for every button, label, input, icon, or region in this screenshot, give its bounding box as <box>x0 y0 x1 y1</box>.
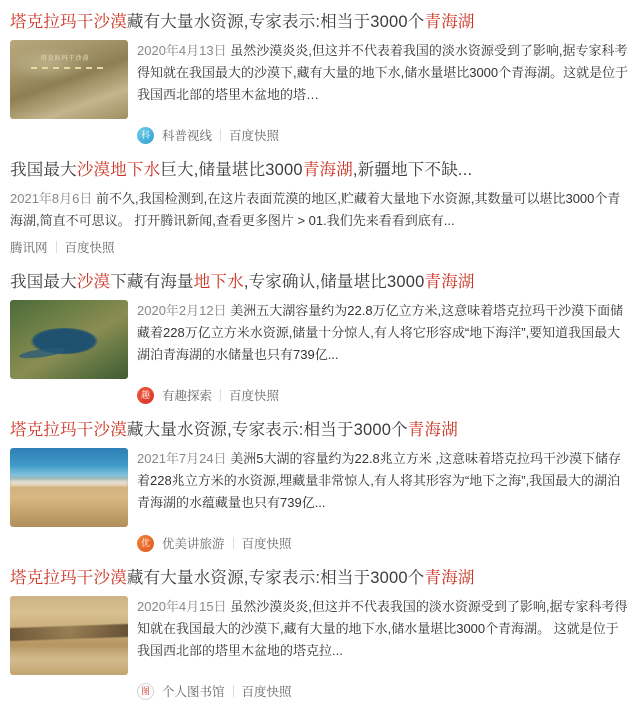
result-thumbnail[interactable] <box>10 448 128 527</box>
cache-link[interactable]: 百度快照 <box>229 129 280 143</box>
result-body <box>10 300 630 379</box>
title-highlight: 青海湖 <box>424 569 475 587</box>
title-highlight: 塔克拉玛干沙漠 <box>10 569 127 587</box>
satellite-lake-image <box>10 300 128 379</box>
title-text: 藏有大量水资源,专家表示:相当于 <box>126 13 371 31</box>
result-date: 2020年2月12日 <box>137 303 227 318</box>
title-text: 我国最大 <box>10 273 77 291</box>
cache-link[interactable]: 百度快照 <box>241 537 292 551</box>
result-source: 腾讯网 <box>10 241 48 255</box>
title-text: 巨大,储量堪比 <box>160 161 266 179</box>
result-meta <box>137 386 630 404</box>
result-source: 个人图书馆 <box>162 685 225 699</box>
result-date: 2021年8月6日 <box>10 191 93 206</box>
title-text: 藏大量水资源,专家表示:相当于 <box>126 421 354 439</box>
result-meta <box>137 534 630 552</box>
title-number: 3000 <box>370 13 408 31</box>
result-source: 科普视线 <box>162 129 213 143</box>
title-highlight: 沙漠地下水 <box>76 161 161 179</box>
result-body <box>10 596 630 675</box>
cache-link[interactable]: 百度快照 <box>229 389 280 403</box>
title-text: 个 <box>407 569 425 587</box>
result-thumbnail[interactable] <box>10 40 128 119</box>
result-body <box>10 40 630 119</box>
result-title-link[interactable] <box>10 270 630 294</box>
thumbnail-label: 塔克拉玛干沙漠 <box>40 55 90 62</box>
meta-divider <box>220 389 221 401</box>
title-highlight: 沙漠 <box>76 273 111 291</box>
title-highlight: 塔克拉玛干沙漠 <box>10 421 127 439</box>
result-thumbnail[interactable] <box>10 300 128 379</box>
title-text: 我国最大 <box>10 161 77 179</box>
meta-divider <box>56 241 57 253</box>
title-text: ,新疆地下不缺... <box>352 161 473 179</box>
search-result-item <box>10 154 630 266</box>
title-text: 个 <box>391 421 408 439</box>
source-favicon-icon <box>137 683 154 700</box>
title-highlight: 地下水 <box>193 273 244 291</box>
search-result-item <box>10 6 630 154</box>
title-highlight: 青海湖 <box>407 421 458 439</box>
result-meta <box>137 126 630 144</box>
result-snippet <box>137 300 630 366</box>
cache-link[interactable]: 百度快照 <box>64 241 115 255</box>
snippet-text: 美洲五大湖容量约为22.8万亿立方米,这意味着塔克拉玛干沙漠下面储藏着228万亿立方米水资源,储量十分惊人,有人将它形容成“地下海洋”,要知道我国最大湖泊青海湖的水储量也只有739亿... <box>137 303 624 362</box>
snippet-text: 虽然沙漠炎炎,但这并不代表我国的淡水资源受到了影响,据专家科考得知就在我国最大的沙漠下,藏有大量的地下水,储水量堪比3000个青海湖。 这就是位于我国西北部的塔里木盆地的塔克拉... <box>137 599 628 658</box>
source-favicon-icon <box>137 535 154 552</box>
result-date: 2021年7月24日 <box>137 451 227 466</box>
meta-divider <box>220 129 221 141</box>
sand-dunes-image <box>10 596 128 675</box>
satellite-desert-map-image <box>10 40 128 119</box>
cache-link[interactable]: 百度快照 <box>241 685 292 699</box>
source-favicon-icon <box>137 127 154 144</box>
result-meta <box>10 238 630 256</box>
title-text: ,专家确认,储量堪比 <box>243 273 387 291</box>
snippet-text: 美洲5大湖的容量约为22.8兆立方米 ,这意味着塔克拉玛干沙漠下储存着228兆立方米的水资源,埋藏量非常惊人,有人将其形容为“地下之海”,我国最大的湖泊青海湖的水蕴藏量也只有739亿... <box>137 451 622 510</box>
title-highlight: 青海湖 <box>424 13 475 31</box>
title-number: 3000 <box>353 421 392 439</box>
title-text: 下藏有海量 <box>110 273 194 291</box>
result-title-link[interactable] <box>10 158 630 182</box>
result-meta <box>137 682 630 700</box>
meta-divider <box>233 685 234 697</box>
source-favicon-icon <box>137 387 154 404</box>
title-number: 3000 <box>370 569 408 587</box>
result-title-link[interactable] <box>10 10 630 34</box>
result-source: 有趣探索 <box>162 389 213 403</box>
title-highlight: 青海湖 <box>302 161 353 179</box>
title-highlight: 塔克拉玛干沙漠 <box>10 13 127 31</box>
snippet-text: 虽然沙漠炎炎,但这并不代表着我国的淡水资源受到了影响,据专家科考得知就在我国最大的沙漠下,藏有大量的地下水,储水量堪比3000个青海湖。这就是位于我国西北部的塔里木盆地的塔… <box>137 43 629 102</box>
search-result-item <box>10 562 630 710</box>
title-text: 藏有大量水资源,专家表示:相当于 <box>126 569 371 587</box>
result-body <box>10 188 630 232</box>
title-highlight: 青海湖 <box>424 273 475 291</box>
result-snippet <box>137 40 630 106</box>
result-thumbnail[interactable] <box>10 596 128 675</box>
result-snippet <box>10 188 630 232</box>
title-number: 3000 <box>387 273 425 291</box>
result-source: 优美讲旅游 <box>162 537 225 551</box>
result-title-link[interactable] <box>10 418 630 442</box>
coast-dunes-image <box>10 448 128 527</box>
result-date: 2020年4月13日 <box>137 43 227 58</box>
result-snippet <box>137 448 630 514</box>
search-result-item <box>10 266 630 414</box>
result-body <box>10 448 630 527</box>
snippet-text: 前不久,我国检测到,在这片表面荒漠的地区,贮藏着大量地下水资源,其数量可以堪比3000个青海湖,简直不可思议。 打开腾讯新闻,查看更多图片 > 01.我们先来看看到底有... <box>10 191 621 228</box>
title-number: 3000 <box>265 161 303 179</box>
title-text: 个 <box>407 13 425 31</box>
search-result-item <box>10 414 630 562</box>
result-title-link[interactable] <box>10 566 630 590</box>
result-snippet <box>137 596 630 662</box>
result-date: 2020年4月15日 <box>137 599 227 614</box>
meta-divider <box>233 537 234 549</box>
